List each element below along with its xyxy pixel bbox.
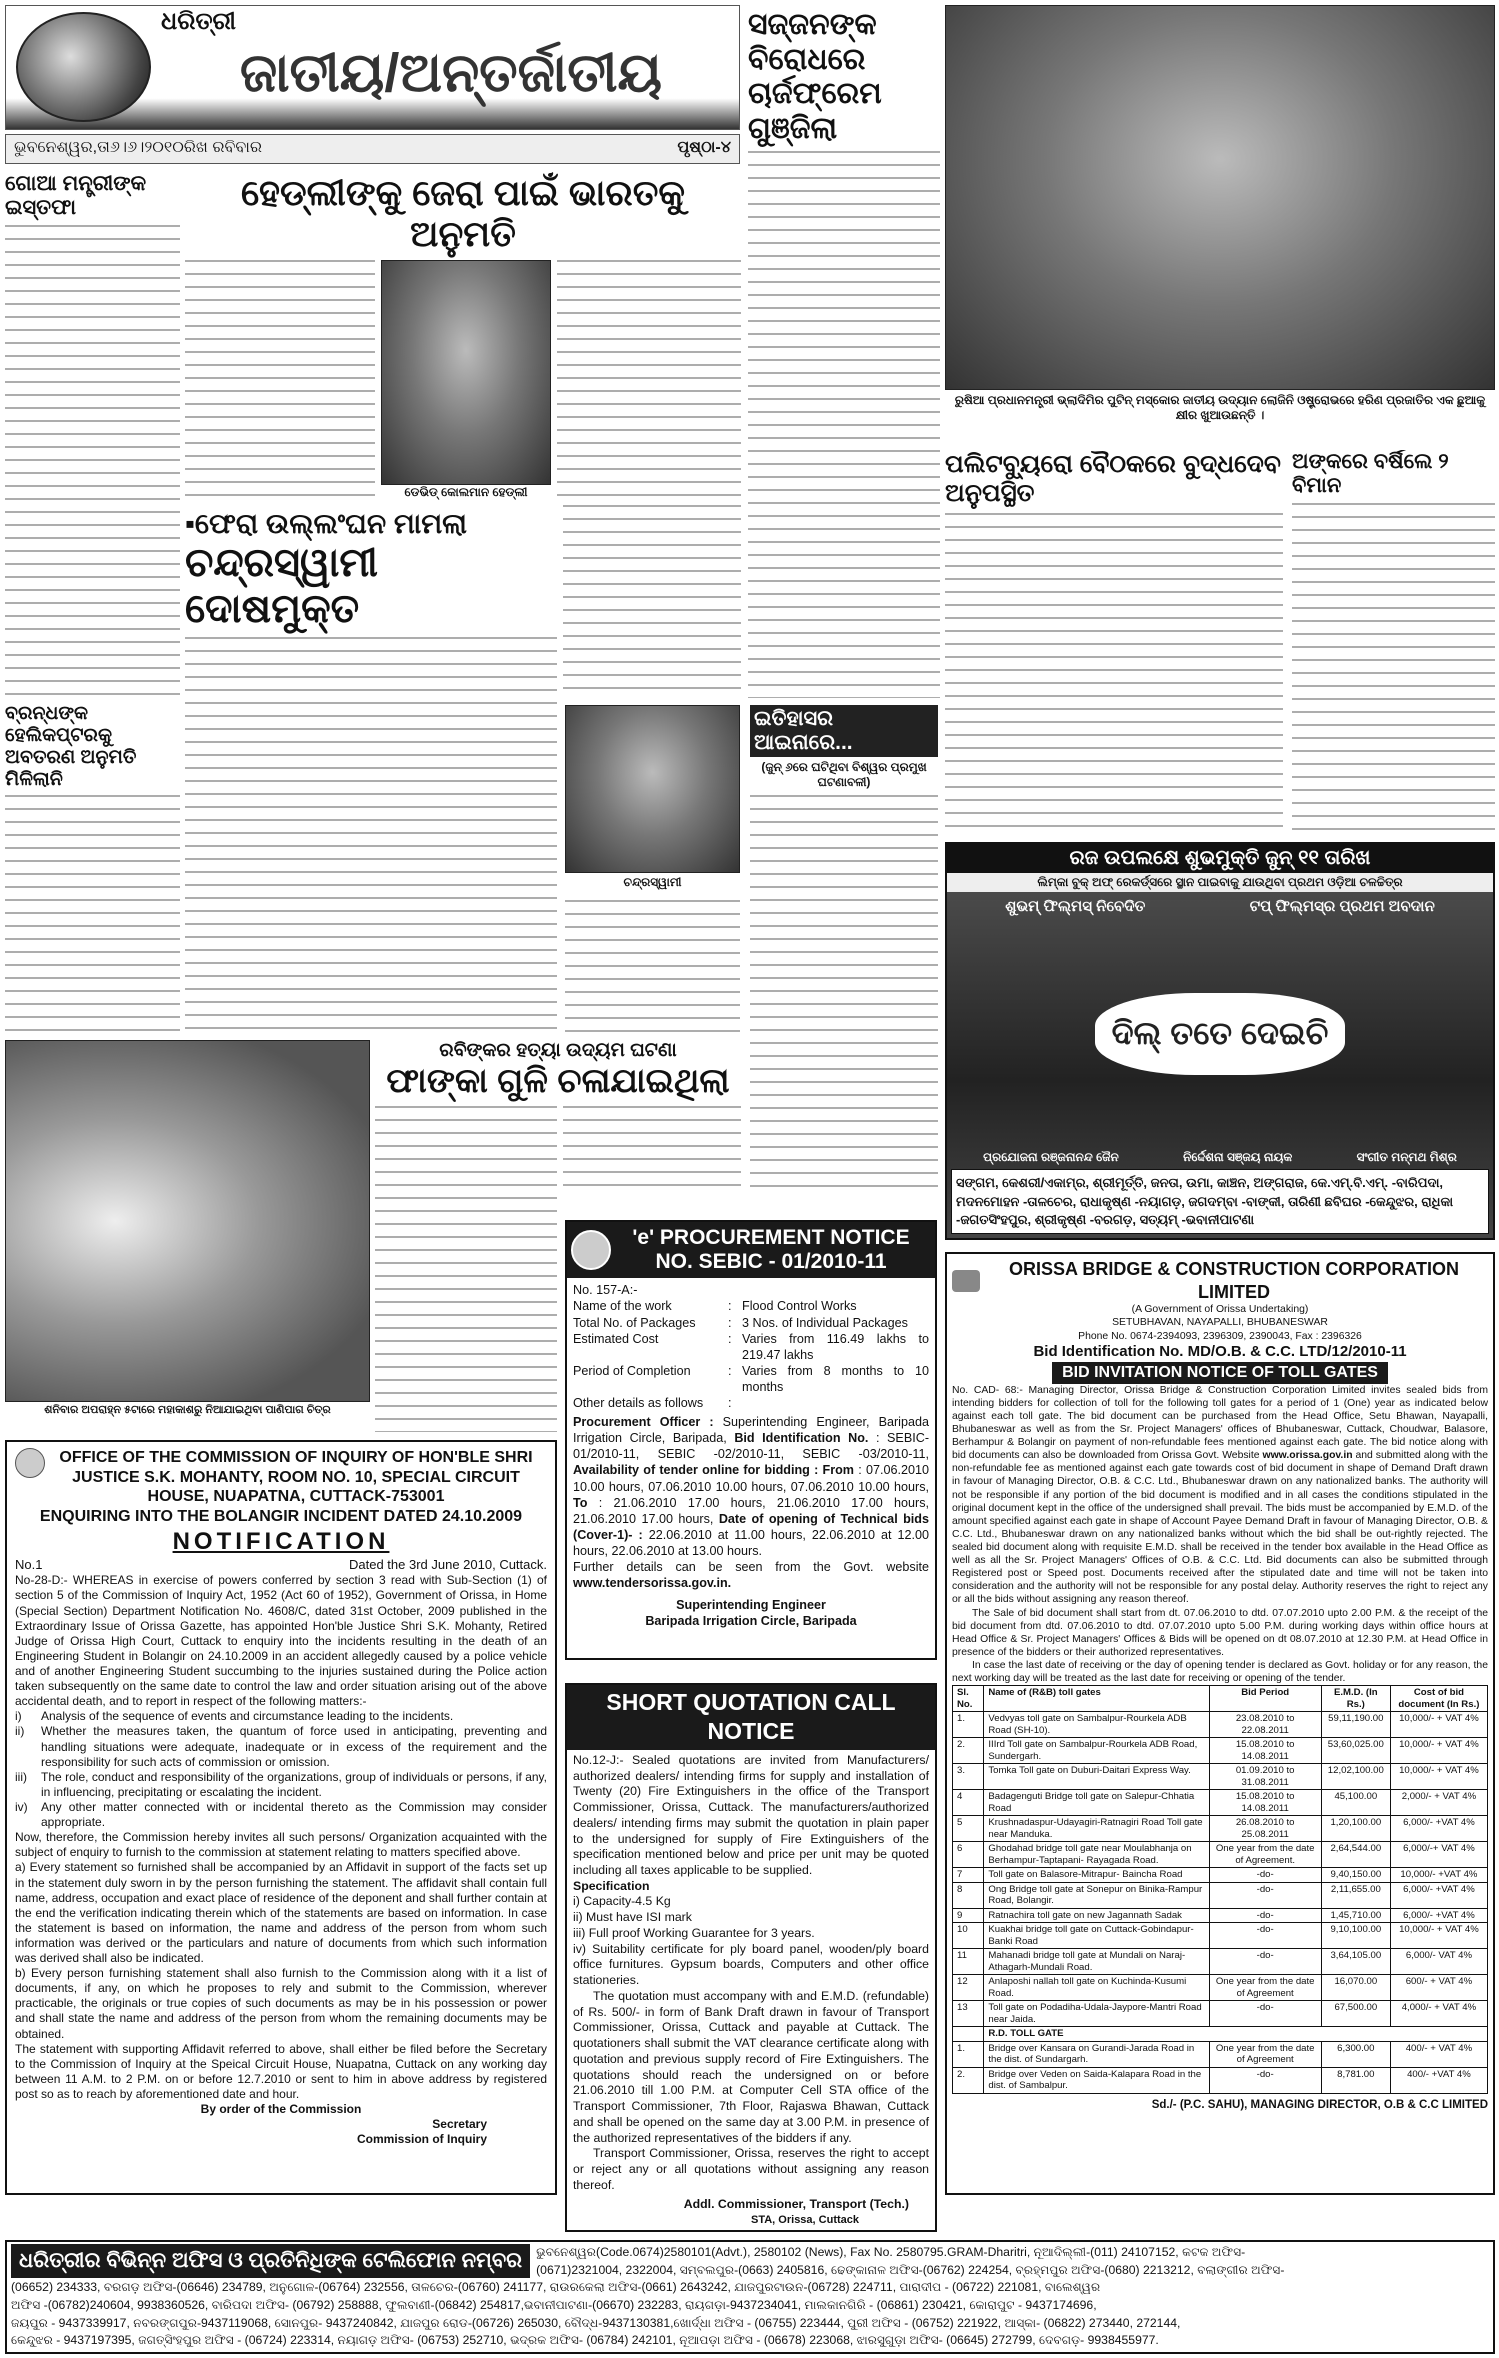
notification-heading: NOTIFICATION xyxy=(172,1527,390,1555)
procurement-officer: Superintending Engineer, Baripada Irrigation Circle, Baripada, xyxy=(573,1415,929,1446)
headline-headley: ହେଡ୍ଲୀଙ୍କୁ ଜେରା ପାଇଁ ଭାରତକୁ ଅନୁମତି xyxy=(240,172,685,255)
procurement-number: NO. SEBIC - 01/2010-11 xyxy=(655,1250,887,1274)
table-cell: 01.09.2010 to 31.08.2011 xyxy=(1209,1764,1321,1790)
matter-text: Whether the measures taken, the quantum of force used in anticipating, preventing and handling situations were adequate, inadequate or in excess of the requirement and the responsibility for such acts of commission or omission. xyxy=(41,1724,547,1769)
table-cell: 6,300.00 xyxy=(1321,2041,1390,2067)
notification-clause-a: a) Every statement so furnished shall be accompanied by an Affidavit in support of the facts set up in the statement duly sworn in by the person furnishing the statement. The affidavit shall contain full name, address, occupation and exact place of residence of the deponent and shall further contain at the end the verification indicating therein which of the statements are based on information. In case the statement is based on information, the name and address of the person from whom such information was derived or the particulars and nature of documents from which such information was derived shall also be indicated. xyxy=(15,1860,547,1966)
matter-number: ii) xyxy=(15,1724,25,1739)
table-cell: 53,60,025.00 xyxy=(1321,1738,1390,1764)
label: Bid Identification No. xyxy=(734,1431,869,1446)
article-planes xyxy=(1292,450,1495,835)
table-row xyxy=(953,1816,1488,1842)
table-cell: 6,000/- +VAT 4% xyxy=(1390,1882,1487,1908)
field-value: Varies from 8 months to 10 months xyxy=(742,1363,929,1394)
table-row xyxy=(953,2067,1488,2093)
field-label: Period of Completion xyxy=(573,1363,691,1378)
obcc-address: SETUBHAVAN, NAYAPALLI, BHUBANESWAR xyxy=(1112,1317,1328,1329)
article-goa xyxy=(5,172,180,695)
table-cell: Ratnachira toll gate on new Jagannath Sadak xyxy=(984,1908,1209,1923)
matter-item xyxy=(15,1800,547,1830)
obcc-signature: Sd./- (P.C. SAHU), MANAGING DIRECTOR, O.B & C.C LIMITED xyxy=(1151,2098,1488,2111)
signatory-office: Baripada Irrigation Circle, Baripada xyxy=(645,1614,857,1629)
column-header: Name of (R&B) toll gates xyxy=(984,1686,1209,1712)
field-label: Other details as follows xyxy=(573,1396,704,1411)
column-header: Cost of bid document (In Rs.) xyxy=(1390,1686,1487,1712)
commission-title: OFFICE OF THE COMMISSION OF INQUIRY OF HON'BLE SHRI JUSTICE S.K. MOHANTY, ROOM NO. 10, SPECIAL CIRCUIT HOUSE, NUAPATNA, CUTTACK-753001 xyxy=(59,1449,533,1506)
obcc-body-cont: and submitted along with the non-refundable fee as mentioned against each gate towards cost of bid document in shape of Demand Draft drawn in favour of Managing Director, O.B. & C.C. Ltd., Bhubaneswar drawn on any nationalized banks. The authority will not be responsible if any portion of the bid document is modified and in all cases the conditions stipulated in the original document kept in the office of the undersigned shall prevail. The bids must be accompanied by E.M.D. of the amount specified against each gate in shape of Account Payee Demand Draft in favour of Managing Director, O.B. & C.C. Ltd., Bhubaneswar drawn on any nationalized banks without which the bid shall be out-rightly rejected. The sealed bid document along with requisite E.M.D. shall be received in the tender box available in the Head Office as well as all the Sr. Project Managers' Offices of O.B. & C.C. Ltd. Bid documents can also be submitted through Registered post or Speed post. Documents received after the stipulated date and time will not be taken into consideration and the authority will not be responsible for any postal delay. Authority reserves the right to reject any or all the bids without assigning any reason thereof. xyxy=(952,1450,1488,1606)
globe-logo-icon xyxy=(16,12,151,122)
footer-title: ଧରିତ୍ରୀର ବିଭିନ୍ନ ଅଫିସ ଓ ପ୍ରତିନିଧିଙ୍କ ଟେଲିଫୋନ ନମ୍ବର xyxy=(11,2244,530,2278)
table-cell: 67,500.00 xyxy=(1321,2001,1390,2027)
matter-number: iii) xyxy=(15,1769,27,1784)
table-cell: Bridge over Kansara on Gurandi-Jarada Road in the dist. of Sundargarh. xyxy=(984,2041,1209,2067)
kicker-ravi: ରବିଙ୍କର ହତ୍ୟା ଉଦ୍ୟମ ଘଟଣା xyxy=(439,1040,677,1061)
table-cell: 9,10,100.00 xyxy=(1321,1923,1390,1949)
ad-theatres: ସଙ୍ଗମ, କେଶରୀ/ଏକାମ୍ର, ଶ୍ରୀମୂର୍ତ୍ତି, ଜନତା, ଉମା, କାଞ୍ଚନ, ଅଙ୍ଗରାଜ, କେ.ଏମ୍.ବି.ଏମ୍. -ବାରିପଦା, ମଦନମୋହନ -ତାଳଚେର, ରାଧାକୃଷ୍ଣ -ନୟାଗଡ଼, ଜଗଦମ୍ବା -ବାଙ୍କୀ, ତାରିଣୀ ଛବିଘର -କେନ୍ଦୁଝର, ରାଧିକା -ଜଗତସିଂହପୁର, ଶ୍ରୀକୃଷ୍ଣ -ବରଗଡ଼, ସତ୍ୟମ୍ -ଭବାନୀପାଟଣା xyxy=(951,1169,1489,1234)
table-row xyxy=(953,1923,1488,1949)
table-cell: 6,000/- +VAT 4% xyxy=(1390,1816,1487,1842)
dateline-bar xyxy=(5,134,740,164)
table-cell: 13 xyxy=(953,2001,984,2027)
signatory: Superintending Engineer xyxy=(676,1598,826,1613)
table-cell: Anlaposhi nallah toll gate on Kuchinda-Kusumi Road. xyxy=(984,1975,1209,2001)
article-body-ravi-cont xyxy=(563,1106,741,1196)
spec-item: i) Capacity-4.5 Kg xyxy=(573,1894,671,1909)
history-subhead: (ଜୁନ୍ ୬ରେ ଘଟିଥିବା ବିଶ୍ୱର ପ୍ରମୁଖ ଘଟଣାବଳୀ) xyxy=(761,760,927,790)
table-cell: Toll gate on Podadiha-Udala-Jaypore-Mantri Road near Jaida. xyxy=(984,2001,1209,2027)
matter-text: Analysis of the sequence of events and circumstance leading to the incidents. xyxy=(41,1709,454,1724)
masthead xyxy=(5,5,740,130)
table-cell: 600/- + VAT 4% xyxy=(1390,1975,1487,2001)
obcc-logo-icon xyxy=(952,1270,980,1292)
table-cell: Kuakhai bridge toll gate on Cuttack-Gobindapur-Banki Road xyxy=(984,1923,1209,1949)
matter-number: i) xyxy=(15,1709,22,1724)
film-title: ଦିଲ୍ ତତେ ଦେଇଚି xyxy=(1095,993,1345,1075)
kicker-fera: ▪ଫେରା ଉଲ୍ଲଂଘନ ମାମଲା xyxy=(185,508,468,539)
footer-line: (0671)2321004, 2322004, ସମ୍ବଲପୁର-(0663) 2405816, ଢେଙ୍କାନାଳ ଅଫିସ-(06762) 224254, ବ୍ରହ୍ମପୁର ଅଫିସ-(0680) 2213212, ବଲାଙ୍ଗୀର ଅଫିସ- xyxy=(536,2262,1285,2277)
notification-date: Dated the 3rd June 2010, Cuttack. xyxy=(348,1556,547,1572)
matter-number: iv) xyxy=(15,1799,28,1814)
table-cell: 5 xyxy=(953,1816,984,1842)
table-cell: 4,000/- + VAT 4% xyxy=(1390,2001,1487,2027)
headline-politburo: ପଲିଟବ୍ୟୁରୋ ବୈଠକରେ ବୁଦ୍ଧଦେବ ଅନୁପସ୍ଥିତ xyxy=(945,450,1281,507)
field-colon: : xyxy=(728,1363,732,1378)
field-colon: : xyxy=(728,1331,732,1346)
rd-toll-heading: R.D. TOLL GATE xyxy=(984,2027,1488,2042)
ad-presenter: ଶୁଭମ୍ ଫିଲ୍ମସ୍ ନିବେଦିତ xyxy=(1005,898,1146,915)
table-cell: 2,11,655.00 xyxy=(1321,1882,1390,1908)
procurement-field xyxy=(573,1331,929,1363)
commission-notification xyxy=(5,1440,557,2195)
table-cell: 1,45,710.00 xyxy=(1321,1908,1390,1923)
article-body-politburo xyxy=(945,513,1283,836)
signatory-office: Commission of Inquiry xyxy=(356,2132,487,2147)
table-cell: Bridge over Veden on Saida-Kalapara Road in the dist. of Sambalpur. xyxy=(984,2067,1209,2093)
notification-invite: Now, therefore, the Commission hereby invites all such persons/ Organization acquainted with the subject of enquiry to furnish to the commission at statement relating to matters specified above. xyxy=(15,1830,547,1860)
table-cell: 11 xyxy=(953,1949,984,1975)
obcc-body: No. CAD- 68:- Managing Director, Orissa Bridge & Construction Corporation Limited invites sealed bids from intending bidders for collection of toll for the following toll gates for a period of 1 (One) year as indicated below against each toll gate. The bid document can be purchased from the Head Office, Setu Bhawan, Nayapalli, Bhubaneswar as well as from the Sr. Project Managers' offices of Bhubaneswar, Cuttack, Choudwar, Balasore, Berhampur & Bolangir on payment of non-refundable fees mentioned against each gate. The bid notice along with bid documents can also be downloaded from Orissa Govt. Website xyxy=(952,1384,1488,1462)
column-header: E.M.D. (In Rs.) xyxy=(1321,1686,1390,1712)
article-body-ravi xyxy=(375,1106,557,1432)
footer-line: (06652) 234333, ବରଗଡ଼ ଅଫିସ-(06646) 234789, ଅନୁଗୋଳ-(06764) 232556, ତାଳଚେର-(06760) 241177, ରାଉରକେଲା ଅଫିସ-(0661) 2643242, ଯାଜପୁରଟାଉନ-(06728) 224711, ପାରାଦୀପ - (06722) 221081, ବାଲେଶ୍ୱର xyxy=(11,2280,1101,2295)
table-cell: Ong Bridge toll gate at Sonepur on Binika-Rampur Road, Bolangir. xyxy=(984,1882,1209,1908)
table-cell: Toll gate on Balasore-Mitrapur- Baincha Road xyxy=(984,1868,1209,1883)
rd-toll-heading-row xyxy=(953,2027,1488,2042)
table-cell: Tomka Toll gate on Duburi-Daitari Express Way. xyxy=(984,1764,1209,1790)
table-row xyxy=(953,2041,1488,2067)
article-headley xyxy=(185,172,741,500)
headline-chandraswami: ଚନ୍ଦ୍ରସ୍ୱାମୀ ଦୋଷମୁକ୍ତ xyxy=(185,541,378,632)
table-row xyxy=(953,1790,1488,1816)
section-title: ଜାତୀୟ/ଅନ୍ତର୍ଜାତୀୟ xyxy=(239,43,663,103)
tenders-website-link[interactable]: www.tendersorissa.gov.in. xyxy=(573,1576,732,1591)
headley-photo xyxy=(381,260,551,485)
signatory: Secretary xyxy=(432,2117,487,2132)
table-cell: 7 xyxy=(953,1868,984,1883)
table-cell: IIIrd Toll gate on Sambalpur-Rourkela ADB Road, Sundergarh. xyxy=(984,1738,1209,1764)
ad-music: ସଂଗୀତ ମନ୍ମଥ ମିଶ୍ର xyxy=(1356,1150,1457,1165)
quotation-title: SHORT QUOTATION CALL NOTICE xyxy=(567,1685,935,1750)
article-helicopter xyxy=(5,703,180,1035)
table-cell: 400/- + VAT 4% xyxy=(1390,2041,1487,2067)
table-cell: 10 xyxy=(953,1923,984,1949)
footer-line: ଅଫିସ -(06782)240604, 9938360526, ବାରିପଦା ଅଫିସ- (06792) 258888, ଫୁଲବାଣୀ-(06842) 254817,ଭବାନୀପାଟଣା-(06670) 232283, ରାୟଗଡ଼ା-9437234041, ମାଲକାନଗିରି - (06861) 230421, କୋରାପୁଟ - 9437174696, xyxy=(11,2298,1097,2313)
table-cell: 2. xyxy=(953,2067,984,2093)
toll-gates-table xyxy=(952,1685,1488,2094)
page-number: ପୃଷ୍ଠା-୪ xyxy=(677,139,731,156)
obcc-bid-id: Bid Identification No. MD/O.B. & C.C. LTD/12/2010-11 xyxy=(1033,1342,1407,1360)
article-body-history xyxy=(750,795,938,1195)
table-cell: 400/- +VAT 4% xyxy=(1390,2067,1487,2093)
table-cell: 12 xyxy=(953,1975,984,2001)
table-row xyxy=(953,1908,1488,1923)
signatory-office: STA, Orissa, Cuttack xyxy=(751,2214,859,2227)
article-chandraswami xyxy=(185,508,557,1035)
article-body-sajjan xyxy=(748,151,940,698)
dateline: ଭୁବନେଶ୍ୱର,ତା୬।୬।୨୦୧୦ରିଖ ରବିବାର xyxy=(14,139,263,156)
by-order: By order of the Commission xyxy=(200,2102,362,2117)
matter-text: Any other matter connected with or incidental thereto as the Commission may consider appropriate. xyxy=(41,1799,547,1830)
chandraswami-photo xyxy=(565,705,740,873)
headline-helicopter: ବ୍ରନ୍ଧଙ୍କ ହେଲିକପ୍ଟରକୁ ଅବତରଣ ଅନୁମତି ମିଳିଲାନି xyxy=(5,703,137,790)
table-cell: 2,000/- + VAT 4% xyxy=(1390,1790,1487,1816)
column-header: Sl. No. xyxy=(953,1686,984,1712)
table-cell: 6,000/-+ VAT 4% xyxy=(1390,1842,1487,1868)
table-cell: 15.08.2010 to 14.08.2011 xyxy=(1209,1790,1321,1816)
table-cell: Badagenguti Bridge toll gate on Salepur-Chhatia Road xyxy=(984,1790,1209,1816)
table-cell: 4 xyxy=(953,1790,984,1816)
table-cell: 3. xyxy=(953,1764,984,1790)
table-cell: 3,64,105.00 xyxy=(1321,1949,1390,1975)
table-cell xyxy=(953,2027,984,2042)
table-row xyxy=(953,1882,1488,1908)
headline-sajjan: ସଜ୍ଜନଙ୍କ ବିରୋଧରେ ଚାର୍ଜଫ୍ରେମ ଗୁଞ୍ଜିଲା xyxy=(748,8,882,145)
headline-planes: ଅଙ୍କରେ ବର୍ଷିଲେ ୨ ବିମାନ xyxy=(1292,450,1449,498)
putin-photo-caption: ରୁଷିଆ ପ୍ରଧାନମନ୍ତ୍ରୀ ଭ୍ଲାଦିମିର ପୁଟିନ୍ ମସ୍କୋର ଜାତୀୟ ଉଦ୍ୟାନ ଲୋଜିନି ଓଷ୍ଟ୍ରୋଭରେ ହରିଣ ପ୍ରଜାତିର ଏକ ଛୁଆକୁ କ୍ଷୀର ଖୁଆଉଛନ୍ତି । xyxy=(954,393,1486,422)
quotation-terms: The quotation must accompany with and E.M.D. (refundable) of Rs. 500/- in form of Bank Draft drawn in favour of Transport Commissioner, Orissa, Cuttack and payable at Cuttack. The quotationers shall submit the VAT clearance certificate along with quotation and previous supply record of Fire Extinguishers. The quotations should reach the undersigned on or before 21.06.2010 till 1.00 P.M. at Computer Cell STA office of the Transport Commissioner, 7th Floor, Rajaswa Bhawan, Cuttack and shall be opened on the same day at 3.00 P.M. in presence of the authorized representatives of the bidders if any. xyxy=(573,1988,929,2145)
procurement-field xyxy=(573,1363,929,1395)
notification-clause-b: b) Every person furnishing statement shall also furnish to the Commission along with it a list of documents, if any, on which he proposes to rely and submit to the Commission, wherever practicable, the originals or true copies of such documents as may be in his possession or power and shall state the name and address of the person from whom the remaining documents may be obtained. xyxy=(15,1966,547,2041)
article-history xyxy=(750,705,938,1195)
e-procurement-notice xyxy=(565,1220,937,1660)
label: Date of opening of Technical bids (Cover-1)- : xyxy=(573,1511,929,1542)
column-header: Bid Period xyxy=(1209,1686,1321,1712)
notification-number: No.1 xyxy=(15,1556,43,1572)
table-row xyxy=(953,1712,1488,1738)
orissa-website-link[interactable]: www.orissa.gov.in xyxy=(1262,1450,1353,1462)
footer-line: ଜୟପୁର - 9437339917, ନବରଙ୍ଗପୁର-9437119068, ସୋନପୁର- 9437240842, ଯାଜପୁର ରୋଡ-(06726) 265030, ବୌଦ୍ଧ-9437130381,ଖୋର୍ଦ୍ଧା ଅଫିସ - (06755) 223444, ପୁରୀ ଅଫିସ - (06752) 221922, ଆସ୍କା- (06822) 273440, 272144, xyxy=(11,2315,1181,2330)
field-value: Varies from 116.49 lakhs to 219.47 lakhs xyxy=(742,1331,929,1362)
weather-caption: ଶନିବାର ଅପରାହ୍ନ ୫ଟାରେ ମହାକାଶରୁ ନିଆଯାଇଥିବା ପାଣିପାଗ ଚିତ୍ର xyxy=(44,1404,331,1416)
table-cell: 8,781.00 xyxy=(1321,2067,1390,2093)
table-cell: -do- xyxy=(1209,2001,1321,2027)
phone-directory-footer xyxy=(5,2240,1495,2354)
table-cell: 8 xyxy=(953,1882,984,1908)
spec-heading: Specification xyxy=(573,1878,650,1893)
table-cell: 59,11,190.00 xyxy=(1321,1712,1390,1738)
field-label: Total No. of Packages xyxy=(573,1315,696,1330)
table-cell: -do- xyxy=(1209,1949,1321,1975)
spec-item: iv) Suitability certificate for ply board panel, wooden/ply board office furnitures. Gypsum boards, Computers and other office stationeries. xyxy=(573,1941,929,1988)
label: To xyxy=(573,1495,588,1510)
obcc-holiday-note: In case the last date of receiving or the day of opening tender is declared as Govt. holiday or for any reason, the next working day will be treated as the last date for receiving or opening of the tender. xyxy=(952,1660,1488,1685)
odisha-emblem-icon xyxy=(571,1230,611,1270)
obcc-heading: BID INVITATION NOTICE OF TOLL GATES xyxy=(1052,1362,1388,1384)
ad-producer: ପ୍ରଯୋଜନା ରଞ୍ଜନାନନ୍ଦ ଜୈନ xyxy=(983,1150,1119,1165)
table-row xyxy=(953,1949,1488,1975)
ad-banner: ରଜ ଉପଲକ୍ଷେ ଶୁଭମୁକ୍ତି ଜୁନ୍ ୧୧ ତାରିଖ xyxy=(947,844,1493,873)
chandraswami-photo-caption: ଚନ୍ଦ୍ରସ୍ୱାମୀ xyxy=(623,875,682,889)
procurement-ref: No. 157-A:- xyxy=(573,1283,638,1298)
obcc-title: ORISSA BRIDGE & CONSTRUCTION CORPORATION LIMITED xyxy=(1008,1259,1459,1302)
notification-intro: No-28-D:- WHEREAS in exercise of powers conferred by section 3 read with Sub-Section (1) of section 5 of the Commission of Inquiry Act, 1952 (Act 60 of 1952), Government of Orissa, in Home (Special Section) Department Notification No. 4608/C, dated 31st October, 2009 published in the Extraordinary Issue of Orissa Gazette, has appointed Hon'ble Justice Shri S.K. Mohanty, Retired Judge of Orissa High Court, Cuttack to enquiry into the incidents resulting in the death of an Engineering Student in Bolangir on 24.10.2009 in an accident allegedly caused by a police vehicle and of another Engineering Student succumbing to the injuries sustained during the Police action taken subsequently on the same date to control the law and order situation arising out of the above accidental death, and to report in respect of the following matters:- xyxy=(15,1573,547,1709)
obcc-toll-gate-notice xyxy=(945,1252,1495,2195)
table-cell: -do- xyxy=(1209,1882,1321,1908)
field-value: Flood Control Works xyxy=(742,1299,857,1314)
spec-item: iii) Full proof Working Guarantee for 3 years. xyxy=(573,1925,815,1940)
spec-item: ii) Must have ISI mark xyxy=(573,1910,692,1925)
table-row xyxy=(953,1842,1488,1868)
table-cell: 15.08.2010 to 14.08.2011 xyxy=(1209,1738,1321,1764)
table-cell: -do- xyxy=(1209,1908,1321,1923)
table-cell: 6,000/- +VAT 4% xyxy=(1390,1908,1487,1923)
label: Availability of tender online for bidding : From xyxy=(573,1463,855,1478)
procurement-field xyxy=(573,1315,929,1331)
table-cell: One year from the date of Agreement. xyxy=(1209,1842,1321,1868)
table-cell: 6,000/- VAT 4% xyxy=(1390,1949,1487,1975)
quotation-rights: Transport Commissioner, Orissa, reserves the right to accept or reject any or all quotations without assigning any reason thereof. xyxy=(573,2146,929,2192)
table-row xyxy=(953,2001,1488,2027)
table-row xyxy=(953,1975,1488,2001)
film-advertisement xyxy=(945,842,1495,1240)
further-details: Further details can be seen from the Govt. website xyxy=(573,1560,929,1575)
matter-text: The role, conduct and responsibility of the organizations, group of individuals or persons, if any, in influencing, precipitating or escalating the incident. xyxy=(41,1769,547,1799)
procurement-field xyxy=(573,1298,929,1314)
field-label: Estimated Cost xyxy=(573,1331,659,1346)
notification-filing: The statement with supporting Affidavit referred to above, shall either be filed before the Secretary to the Commission of Inquiry at the Speical Circuit House, Nuapatna, Cuttack on any working day between 11 A.M. to 2 P.M. on or before 12.7.2010 or sent to him in above address by registered post so as to reach by aforementioned date and hour. xyxy=(15,2041,547,2102)
table-cell: Vedvyas toll gate on Sambalpur-Rourkela ADB Road (SH-10). xyxy=(984,1712,1209,1738)
odisha-emblem-icon xyxy=(15,1448,45,1478)
weather-satellite-image xyxy=(5,1040,370,1402)
table-cell: 6 xyxy=(953,1842,984,1868)
headline-goa: ଗୋଆ ମନ୍ତ୍ରୀଙ୍କ ଇସ୍ତଫା xyxy=(5,172,147,220)
article-body-planes xyxy=(1292,503,1495,835)
opening-dates: 22.06.2010 at 11.00 hours, 22.06.2010 at 12.00 hours, 22.06.2010 at 13.00 hours. xyxy=(573,1527,930,1559)
procurement-field xyxy=(573,1395,929,1411)
table-cell: -do- xyxy=(1209,1868,1321,1883)
paper-name: ଧରିତ୍ରୀ xyxy=(161,8,236,35)
availability-to: : 21.06.2010 17.00 hours, 21.06.2010 17.00 hours, 21.06.2010 17.00 hours, xyxy=(573,1495,929,1526)
obcc-subtitle: (A Government of Orissa Undertaking) xyxy=(1131,1304,1309,1316)
table-row xyxy=(953,1764,1488,1790)
signatory: Addl. Commissioner, Transport (Tech.) xyxy=(683,2197,909,2212)
table-cell: 9 xyxy=(953,1908,984,1923)
table-cell: 10,000/- + VAT 4% xyxy=(1390,1764,1487,1790)
table-cell: 16,070.00 xyxy=(1321,1975,1390,2001)
table-cell: 26.08.2010 to 25.08.2011 xyxy=(1209,1816,1321,1842)
article-body-chandraswami-cont xyxy=(565,900,740,1035)
ad-director: ନିର୍ଦ୍ଦେଶନା ସଞ୍ଜୟ ନାୟକ xyxy=(1183,1150,1293,1165)
field-label: Name of the work xyxy=(573,1299,672,1314)
headline-history: ଇତିହାସର ଆଇନାରେ... xyxy=(750,705,938,757)
field-value: 3 Nos. of Individual Packages xyxy=(742,1315,908,1330)
table-cell: -do- xyxy=(1209,1923,1321,1949)
table-cell: 2,64,544.00 xyxy=(1321,1842,1390,1868)
matter-item xyxy=(15,1724,547,1769)
footer-line: କେନ୍ଦୁଝର - 9437197395, ଜଗତ୍‌ସିଂହପୁର ଅଫିସ - (06724) 223314, ନୟାଗଡ଼ ଅଫିସ- (06753) 252710, ଭଦ୍ରକ ଅଫିସ- (06784) 242101, ନୂଆପଡ଼ା ଅଫିସ - (06678) 223068, ଝାରସୁଗୁଡ଼ା ଅଫିସ- (06645) 272799, ଦେବଗଡ଼- 9938455977. xyxy=(11,2333,1159,2348)
table-cell: 10,000/- +VAT 4% xyxy=(1390,1868,1487,1883)
headline-ravi: ଫାଙ୍କା ଗୁଳି ଚଳାଯାଇଥିଲା xyxy=(386,1061,730,1100)
quotation-intro: No.12-J:- Sealed quotations are invited from Manufacturers/ authorized dealers/ intending firms for supply and installation of Twenty (20) Fire Extinguishers in the office of the Transport Commissioner, Orissa, Cuttack. The manufacturers/authorized dealers/ intending firms may submit the quotation in plain paper to the undersigned for supply of Fire Extinguishers of the specification mentioned below and price per unit may be quoted including all taxes applicable to be supplied. xyxy=(573,1752,929,1878)
article-body-headley-cont xyxy=(557,260,741,500)
field-colon: : xyxy=(728,1396,732,1411)
short-quotation-notice xyxy=(565,1683,937,2232)
headley-photo-caption: ଡେଭିଡ୍ କୋଲମାନ ହେଡ୍ଲୀ xyxy=(404,485,528,499)
article-body-headley-cont2 xyxy=(563,505,741,695)
table-cell: 23.08.2010 to 22.08.2011 xyxy=(1209,1712,1321,1738)
putin-photo xyxy=(945,5,1495,390)
obcc-sale-dates: The Sale of bid document shall start from dt. 07.06.2010 to dtd. 07.07.2010 upto 2.00 P.M. & the receipt of the bid document from dtd. 07.06.2010 to dtd. 07.07.2010 upto 5.00 P.M. during working days within office hours at Head Office & Sr. Project Managers' Offices & Bids will be opened on dt 08.07.2010 at 12.30 P.M. at Head Office in presence of the bidders or their authorized representatives. xyxy=(952,1607,1488,1658)
table-cell: 1,20,100.00 xyxy=(1321,1816,1390,1842)
table-cell: One year from the date of Agreement xyxy=(1209,2041,1321,2067)
article-body-helicopter xyxy=(5,795,180,1035)
table-cell: -do- xyxy=(1209,2067,1321,2093)
label: Procurement Officer : xyxy=(573,1415,714,1430)
field-colon: : xyxy=(728,1299,732,1314)
table-cell: 10,000/- + VAT 4% xyxy=(1390,1738,1487,1764)
matter-item xyxy=(15,1770,547,1800)
commission-subtitle: ENQUIRING INTO THE BOLANGIR INCIDENT DATED 24.10.2009 xyxy=(39,1507,523,1525)
table-cell: Ghodahad bridge toll gate near Moulabhanja on Berhampur-Taptapani- Rayagada Road. xyxy=(984,1842,1209,1868)
procurement-title: 'e' PROCUREMENT NOTICE xyxy=(632,1226,910,1249)
ad-tagline: ଲିମ୍କା ବୁକ୍ ଅଫ୍ ରେକର୍ଡ୍ସରେ ସ୍ଥାନ ପାଇବାକୁ ଯାଉଥିବା ପ୍ରଥମ ଓଡ଼ିଆ ଚଳଚ୍ଚିତ୍ର xyxy=(947,873,1493,892)
field-colon: : xyxy=(728,1315,732,1330)
table-cell: Mahanadi bridge toll gate at Mundali on Naraj-Athagarh-Mundali Road. xyxy=(984,1949,1209,1975)
article-sajjan xyxy=(748,8,940,698)
article-politburo xyxy=(945,450,1283,835)
table-cell: Krushnadaspur-Udayagiri-Ratnagiri Road Toll gate near Manduka. xyxy=(984,1816,1209,1842)
matter-item xyxy=(15,1709,547,1724)
table-cell: 2. xyxy=(953,1738,984,1764)
table-cell: 10,000/- + VAT 4% xyxy=(1390,1712,1487,1738)
obcc-phone: Phone No. 0674-2394093, 2396309, 2390043, Fax : 2396326 xyxy=(1078,1330,1362,1342)
article-body-headley xyxy=(185,260,375,500)
table-row xyxy=(953,1738,1488,1764)
table-cell: 9,40,150.00 xyxy=(1321,1868,1390,1883)
availability-from: : 07.06.2010 10.00 hours, 07.06.2010 10.00 hours, 07.06.2010 10.00 hours, xyxy=(573,1463,930,1494)
table-cell: One year from the date of Agreement xyxy=(1209,1975,1321,2001)
bid-ids: : SEBIC-01/2010-11, SEBIC -02/2010-11, SEBIC -03/2010-11, xyxy=(573,1431,930,1462)
article-body-chandraswami xyxy=(185,637,557,1035)
table-cell: 1. xyxy=(953,1712,984,1738)
article-body-goa xyxy=(5,225,180,695)
table-cell: 12,02,100.00 xyxy=(1321,1764,1390,1790)
table-cell: 10,000/- + VAT 4% xyxy=(1390,1923,1487,1949)
table-cell: 45,100.00 xyxy=(1321,1790,1390,1816)
ad-first-offering: ଟପ୍ ଫିଲ୍ମସ୍‌ର ପ୍ରଥମ ଅବଦାନ xyxy=(1249,898,1435,915)
table-row xyxy=(953,1868,1488,1883)
footer-line: ଭୁବନେଶ୍ୱର(Code.0674)2580101(Advt.), 2580102 (News), Fax No. 2580795.GRAM-Dharitri, ନୂଆଦିଲ୍ଲୀ-(011) 24107152, କଟକ ଅଫିସ- xyxy=(536,2245,1246,2259)
table-cell: 1. xyxy=(953,2041,984,2067)
